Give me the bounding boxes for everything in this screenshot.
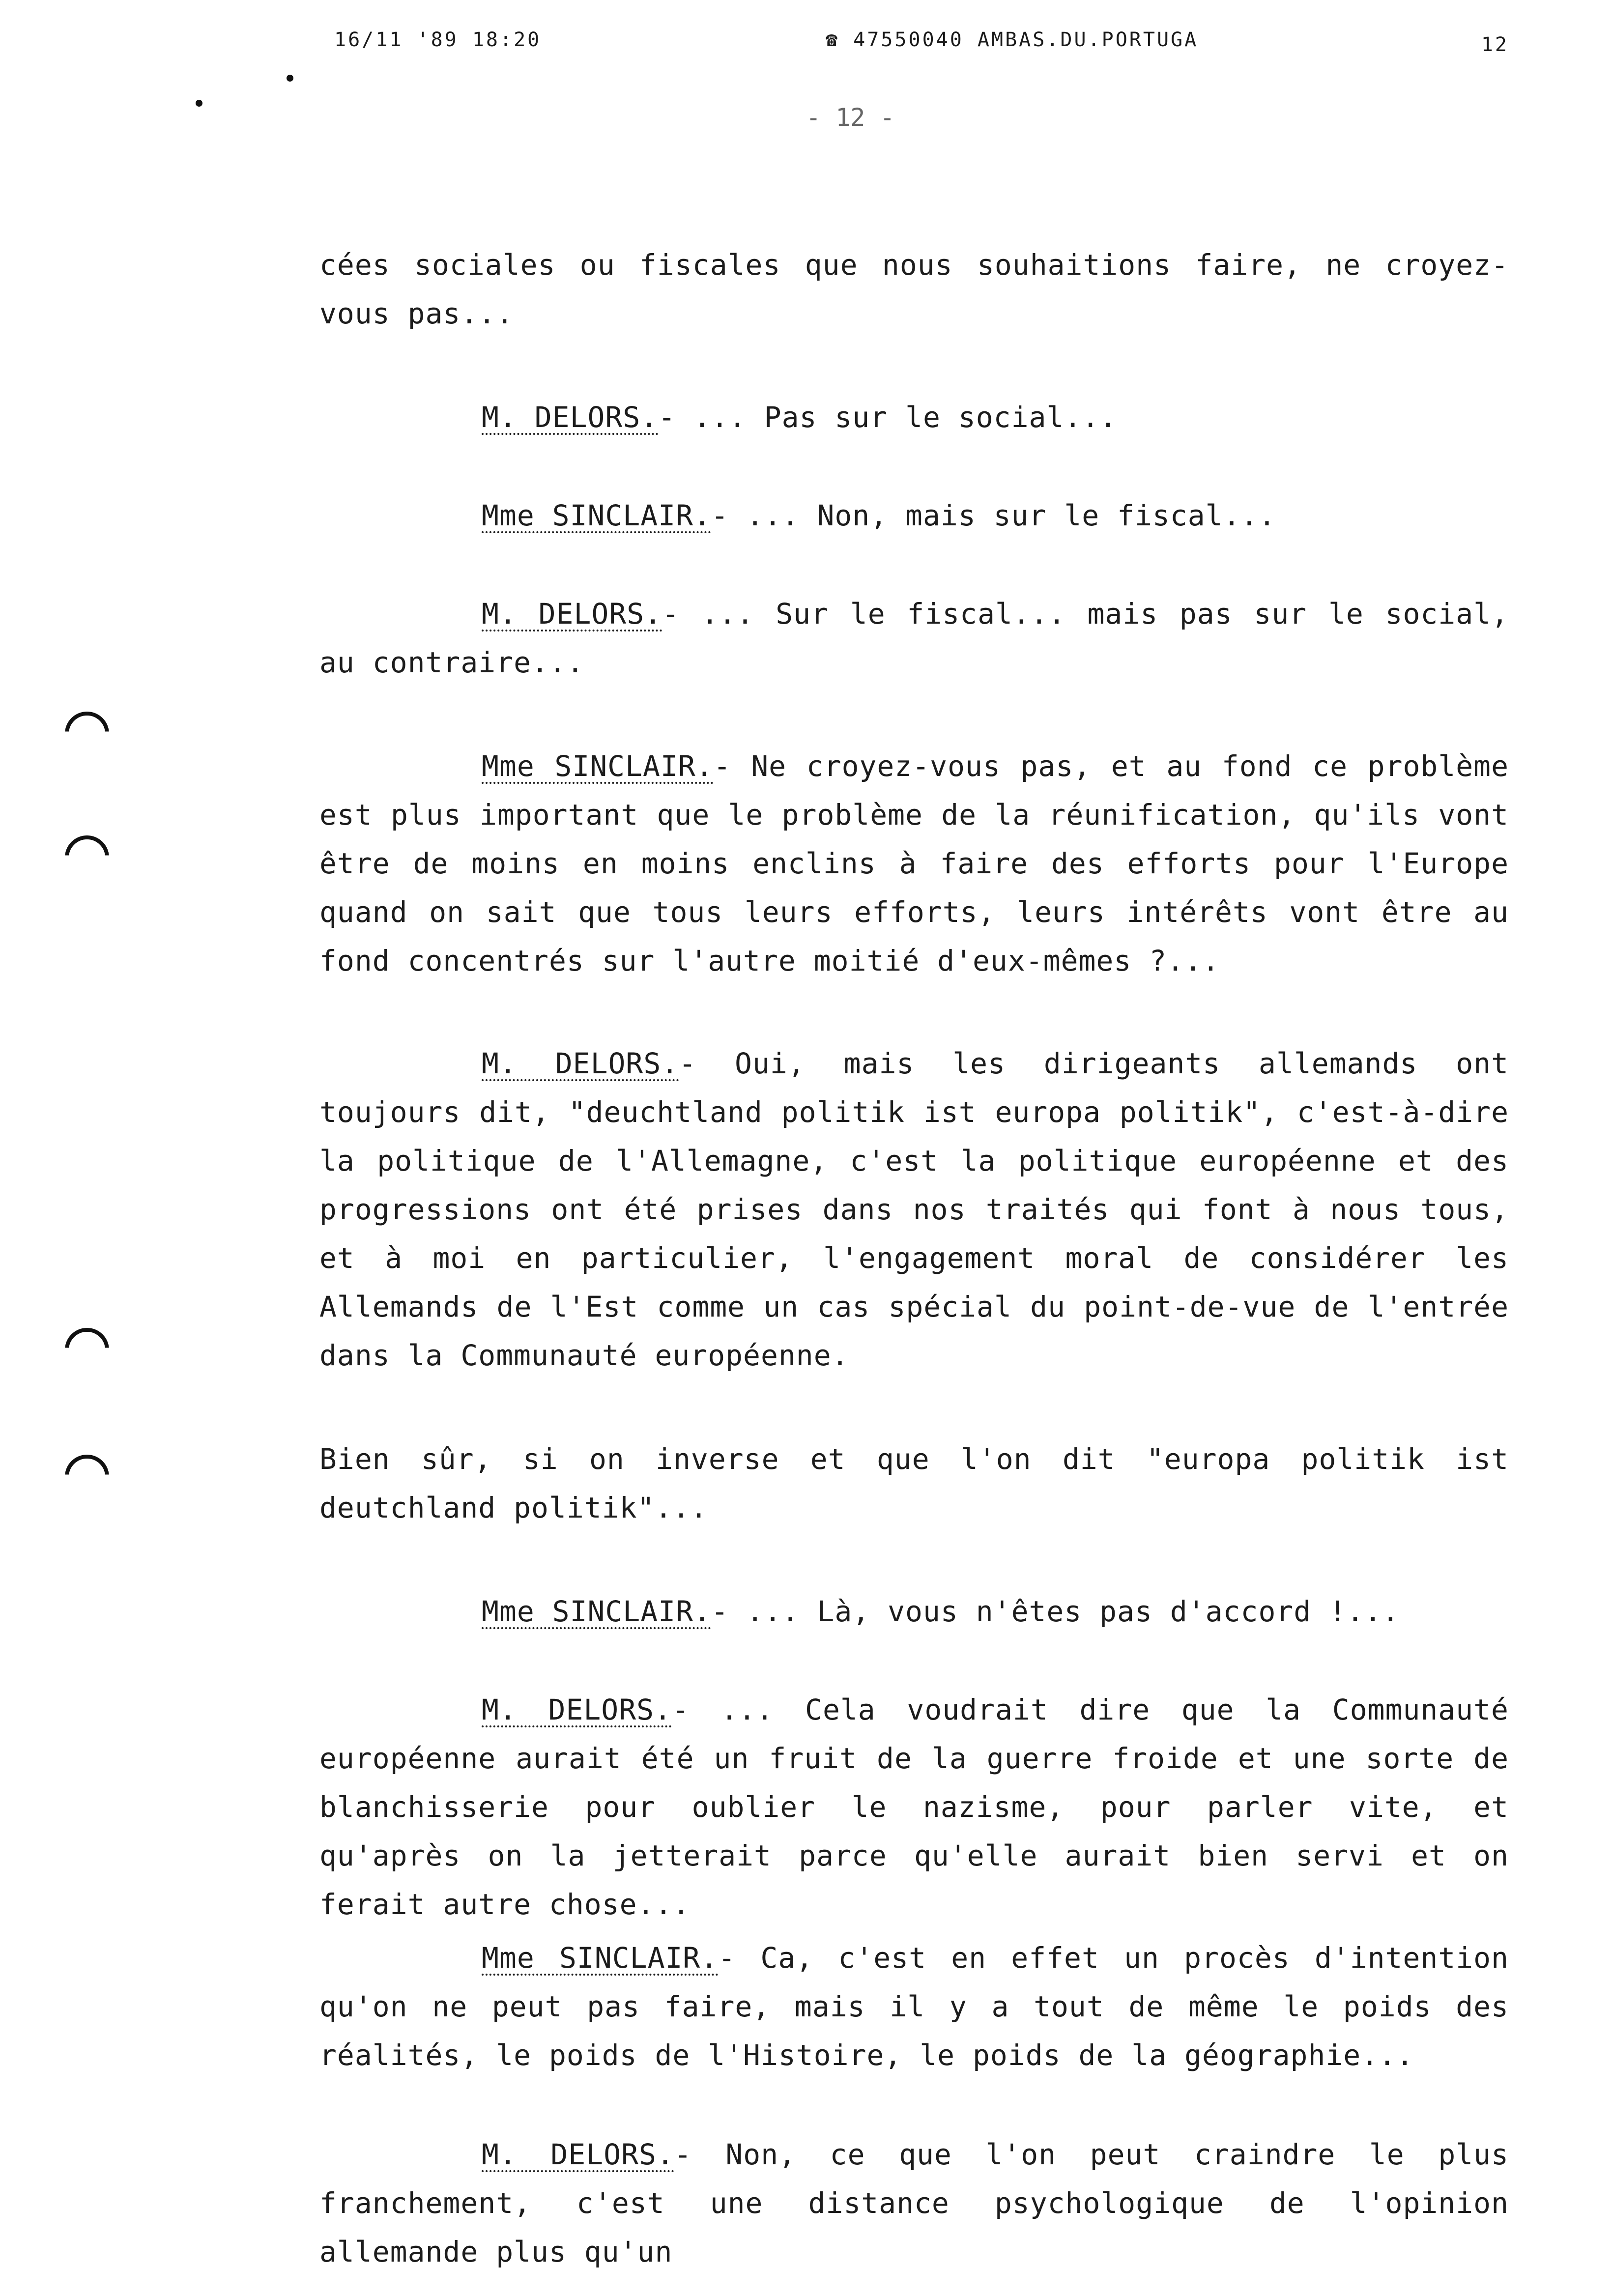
page-number: - 12 - [806,103,895,132]
paragraph-text: - ... Sur le fiscal... mais pas sur le social, au contraire... [319,597,1509,679]
paragraph [319,1934,1509,2080]
paragraph-text: - ... Là, vous n'êtes pas d'accord !... [711,1595,1400,1628]
paragraph [319,241,1509,338]
paragraph [319,2130,1509,2276]
speck-mark [287,75,293,82]
fax-sender-number: ☎ 47550040 AMBAS.DU.PORTUGA [826,29,1199,51]
speaker-name: M. DELORS. [482,2138,674,2171]
paragraph [319,491,1509,540]
paragraph [319,393,1509,442]
fax-page-count: 12 [1481,33,1509,56]
paragraph-text: - Ne croyez-vous pas, et au fond ce problème est plus important que le problème de la réunification, qu'ils vont être de moins en moins enclins à faire des efforts pour l'Europe quand on sait que tous leurs efforts, leurs intérêts vont être au fond concentrés sur l'autre moitié d'eux-mêmes ?... [319,749,1509,977]
paragraph [319,742,1509,985]
punch-hole-icon [65,712,109,756]
paragraph-text: - ... Pas sur le social... [658,401,1118,434]
speaker-name: Mme SINCLAIR. [482,499,711,532]
speaker-name: Mme SINCLAIR. [482,1595,711,1628]
speaker-name: Mme SINCLAIR. [482,749,714,783]
speaker-name: M. DELORS. [482,1693,672,1726]
punch-hole-icon [65,835,109,880]
paragraph [319,1435,1509,1532]
paragraph-text: - ... Non, mais sur le fiscal... [711,499,1276,532]
fax-timestamp: 16/11 '89 18:20 [334,29,542,51]
speaker-name: M. DELORS. [482,1047,679,1080]
speaker-name: M. DELORS. [482,597,662,631]
paragraph [319,1686,1509,1929]
speaker-name: Mme SINCLAIR. [482,1941,719,1975]
paragraph [319,1039,1509,1380]
paragraph-text: - ... Cela voudrait dire que la Communauté européenne aurait été un fruit de la guerre froide et une sorte de blanchisserie pour oublier le nazisme, pour parler vite, et qu'après on la jetterait parce qu'elle aurait bien servi et on ferait autre chose... [319,1693,1509,1921]
paragraph-text: - Oui, mais les dirigeants allemands ont toujours dit, "deuchtland politik ist europa politik", c'est-à-dire la politique de l'Allemagne, c'est la politique européenne et des progressions ont été prises dans nos traités qui font à nous tous, et à moi en particulier, l'engagement moral de considérer les Allemands de l'Est comme un cas spécial du point-de-vue de l'entrée dans la Communauté européenne. [319,1047,1509,1372]
paragraph [319,1587,1509,1636]
punch-hole-icon [65,1455,109,1499]
paragraph-text: cées sociales ou fiscales que nous souhaitions faire, ne croyez-vous pas... [319,248,1509,330]
speck-mark [196,100,202,107]
paragraph-text: - Ca, c'est en effet un procès d'intention qu'on ne peut pas faire, mais il y a tout de même le poids des réalités, le poids de l'Histoire, le poids de la géographie... [319,1941,1509,2072]
paragraph [319,590,1509,687]
punch-hole-icon [65,1328,109,1372]
paragraph-text: - Non, ce que l'on peut craindre le plus franchement, c'est une distance psychologique de l'opinion allemande plus qu'un [319,2138,1509,2268]
paragraph-text: Bien sûr, si on inverse et que l'on dit "europa politik ist deutchland politik"... [319,1442,1509,1524]
speaker-name: M. DELORS. [482,401,659,434]
fax-header [0,29,1612,63]
